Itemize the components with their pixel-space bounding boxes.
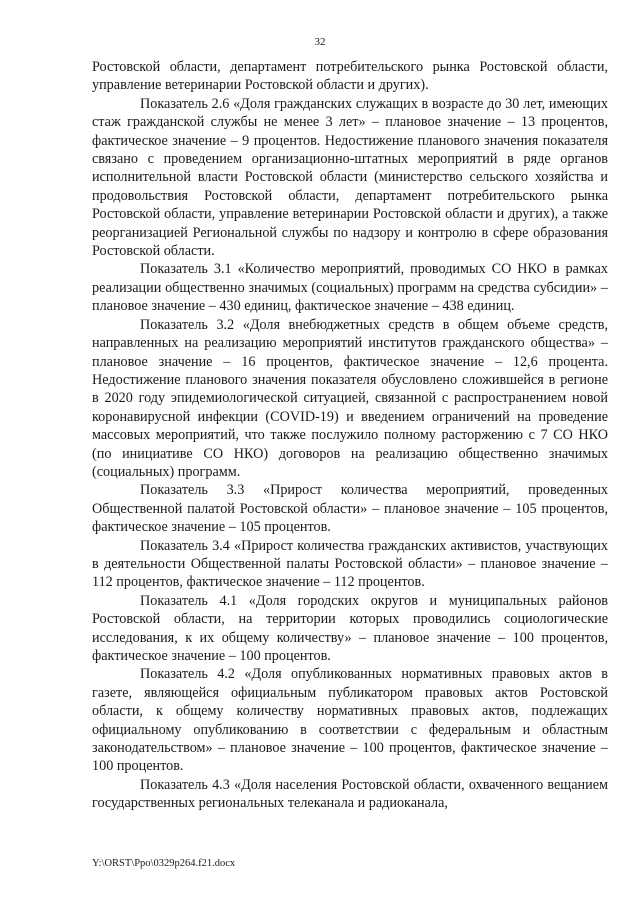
paragraph-indicator-3-4: Показатель 3.4 «Прирост количества гражданских активистов, участвующих в деятельности Общественной палаты Ростовской области» – плановое значение – 112 процентов, фактическое значение – 112 процентов. [92,537,608,591]
paragraph-indicator-3-1: Показатель 3.1 «Количество мероприятий, проводимых СО НКО в рамках реализации общественно значимых (социальных) программ на средства субсидии» – плановое значение – 430 единиц, фактическое значение – 438 единиц. [92,261,608,315]
paragraph-indicator-2-6: Показатель 2.6 «Доля гражданских служащих в возрасте до 30 лет, имеющих стаж гражданской службы не менее 3 лет» – плановое значение – 13 процентов, фактическое значение – 9 процентов. Недостижение планового значения показателя связано с проведением организационно-штатных мероприятий в ряде органов исполнительной власти Ростовской области (министерство сельского хозяйства и продовольствия Ростовской области, департамент потребительского рынка Ростовской области, управление ветеринарии Ростовской области и других), а также реорганизацией Региональной службы по надзору и контролю в сфере образования Ростовской области. [92,95,608,260]
footer-file-path: Y:\ORST\Ppo\0329p264.f21.docx [92,858,236,869]
paragraph-indicator-4-2: Показатель 4.2 «Доля опубликованных нормативных правовых актов в газете, являющейся официальным публикатором правовых актов Ростовской области, к общему количеству нормативных правовых актов, подлежащих официальному опубликованию в соответствии с федеральным и областным законодательством» – плановое значение – 100 процентов, фактическое значение – 100 процентов. [92,666,608,775]
paragraph-indicator-3-2: Показатель 3.2 «Доля внебюджетных средств в общем объеме средств, направленных на реализацию мероприятий институтов гражданского общества» – плановое значение – 16 процентов, фактическое значение – 12,6 процента. Недостижение планового значения показателя обусловлено сложившейся в регионе в 2020 году эпидемиологической ситуацией, связанной с распространением новой коронавирусной инфекции (COVID-19) и введением ограничений на проведение массовых мероприятий, что также послужило полному расторжению с 7 СО НКО (по инициативе СО НКО) договоров на реализацию общественно значимых (социальных) программ. [92,316,608,480]
paragraph-indicator-4-1: Показатель 4.1 «Доля городских округов и муниципальных районов Ростовской области, на территории которых проводились социологические исследования, к их общему количеству» – плановое значение – 100 процентов, фактическое значение – 100 процентов. [92,592,608,664]
paragraph-indicator-4-3: Показатель 4.3 «Доля населения Ростовской области, охваченного вещанием государственных региональных телеканала и радиоканала, [92,776,608,812]
page-number: 32 [314,36,326,48]
paragraph-continuation: Ростовской области, департамент потребительского рынка Ростовской области, управление ветеринарии Ростовской области и других). [92,59,608,94]
paragraph-indicator-3-3: Показатель 3.3 «Прирост количества мероприятий, проведенных Общественной палатой Ростовской области» – плановое значение – 105 процентов, фактическое значение – 105 процентов. [92,482,608,536]
document-body [92,58,608,813]
